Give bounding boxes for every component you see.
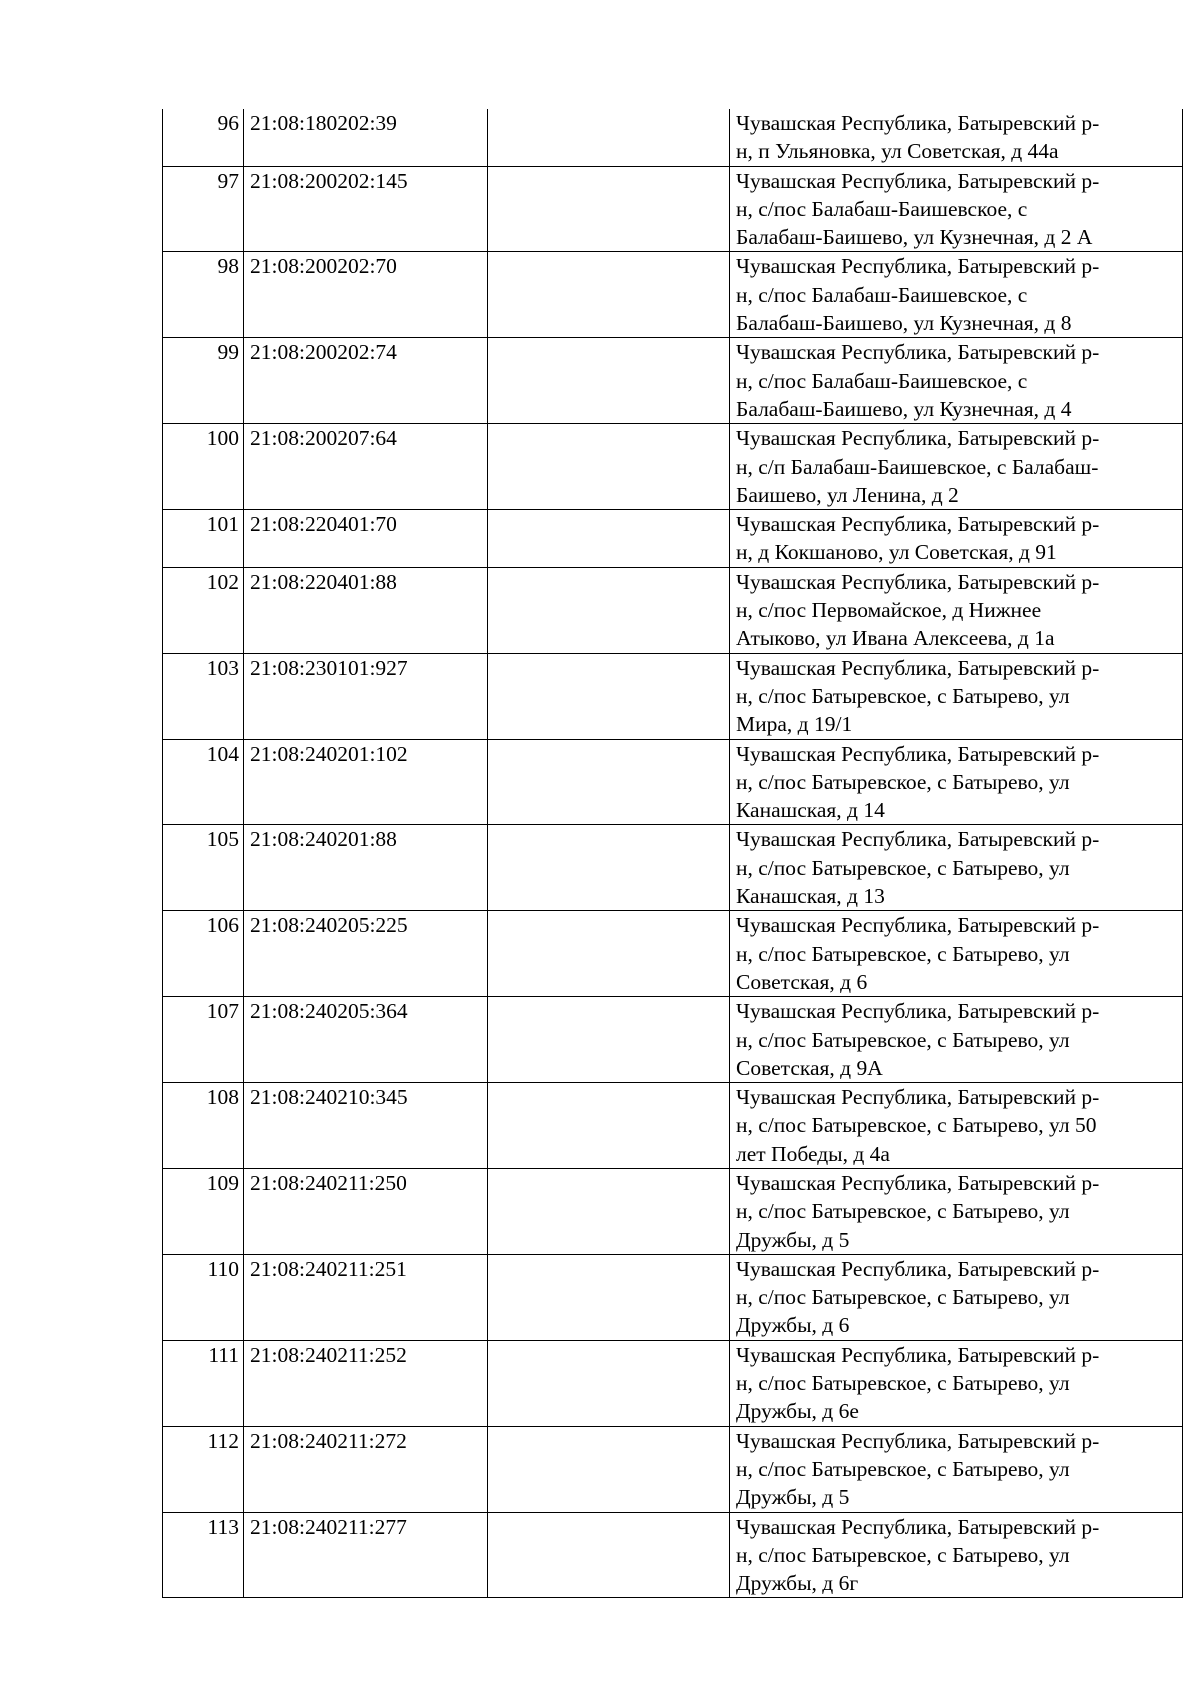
empty-cell (488, 653, 730, 739)
empty-cell (488, 166, 730, 252)
address-cell (730, 1083, 1183, 1169)
table-row (163, 1083, 1183, 1169)
cadastral-number-cell: 21:08:240211:277 (244, 1512, 488, 1598)
address-cell (730, 1340, 1183, 1426)
address-line: Дружбы, д 5 (736, 1227, 850, 1252)
address-line: Чувашская Республика, Батыревский р- (736, 254, 1100, 279)
address-line: Чувашская Республика, Батыревский р- (736, 1256, 1100, 1281)
row-number-cell: 98 (163, 252, 244, 338)
address-line: Чувашская Республика, Батыревский р- (736, 655, 1100, 680)
address-line: н, с/пос Первомайское, д Нижнее (736, 598, 1042, 623)
cadastral-number-cell: 21:08:240211:252 (244, 1340, 488, 1426)
address-line: Чувашская Республика, Батыревский р- (736, 999, 1100, 1024)
row-number-cell: 104 (163, 739, 244, 825)
cadastral-number-cell: 21:08:240205:225 (244, 911, 488, 997)
address-cell (730, 1168, 1183, 1254)
address-line: н, с/пос Батыревское, с Батырево, ул (736, 1542, 1070, 1567)
cadastral-number-cell: 21:08:240205:364 (244, 997, 488, 1083)
row-number-cell: 113 (163, 1512, 244, 1598)
row-number-cell: 107 (163, 997, 244, 1083)
table-row (163, 911, 1183, 997)
empty-cell (488, 109, 730, 166)
empty-cell (488, 1254, 730, 1340)
empty-cell (488, 338, 730, 424)
address-line: Чувашская Республика, Батыревский р- (736, 111, 1100, 135)
address-cell (730, 653, 1183, 739)
row-number-cell: 106 (163, 911, 244, 997)
address-line: Чувашская Республика, Батыревский р- (736, 340, 1100, 365)
address-line: Советская, д 9А (736, 1055, 883, 1080)
address-line: н, с/пос Батыревское, с Батырево, ул (736, 1199, 1070, 1224)
address-line: н, с/пос Батыревское, с Батырево, ул (736, 769, 1070, 794)
row-number-cell: 108 (163, 1083, 244, 1169)
address-cell (730, 109, 1183, 166)
address-cell (730, 739, 1183, 825)
empty-cell (488, 739, 730, 825)
table-row (163, 997, 1183, 1083)
cadastral-number-cell: 21:08:200207:64 (244, 424, 488, 510)
table-row (163, 166, 1183, 252)
address-cell (730, 997, 1183, 1083)
row-number-cell: 103 (163, 653, 244, 739)
address-line: Канашская, д 14 (736, 798, 885, 823)
row-number-cell: 111 (163, 1340, 244, 1426)
row-number-cell: 112 (163, 1426, 244, 1512)
cadastral-number-cell: 21:08:180202:39 (244, 109, 488, 166)
row-number-cell: 105 (163, 825, 244, 911)
address-cell (730, 567, 1183, 653)
empty-cell (488, 1512, 730, 1598)
address-line: н, д Кокшаново, ул Советская, д 91 (736, 540, 1057, 565)
table-row (163, 567, 1183, 653)
address-line: Чувашская Республика, Батыревский р- (736, 168, 1100, 193)
address-line: Балабаш-Баишево, ул Кузнечная, д 4 (736, 396, 1072, 421)
address-line: н, с/пос Балабаш-Баишевское, с (736, 196, 1028, 221)
address-line: Чувашская Республика, Батыревский р- (736, 1085, 1100, 1110)
row-number-cell: 100 (163, 424, 244, 510)
row-number-cell: 97 (163, 166, 244, 252)
address-line: Атыково, ул Ивана Алексеева, д 1а (736, 626, 1055, 651)
address-cell (730, 338, 1183, 424)
address-cell (730, 1254, 1183, 1340)
address-line: н, п Ульяновка, ул Советская, д 44а (736, 139, 1059, 164)
address-line: н, с/пос Батыревское, с Батырево, ул (736, 1285, 1070, 1310)
row-number-cell: 101 (163, 510, 244, 568)
address-line: н, с/пос Батыревское, с Батырево, ул (736, 683, 1070, 708)
address-line: н, с/пос Батыревское, с Батырево, ул (736, 1371, 1070, 1396)
table-row (163, 252, 1183, 338)
cadastral-number-cell: 21:08:240201:88 (244, 825, 488, 911)
empty-cell (488, 252, 730, 338)
address-line: Советская, д 6 (736, 969, 868, 994)
cadastral-number-cell: 21:08:230101:927 (244, 653, 488, 739)
empty-cell (488, 997, 730, 1083)
address-line: н, с/пос Батыревское, с Батырево, ул (736, 855, 1070, 880)
address-line: н, с/пос Балабаш-Баишевское, с (736, 282, 1028, 307)
address-cell (730, 825, 1183, 911)
cadastral-number-cell: 21:08:200202:145 (244, 166, 488, 252)
address-cell (730, 911, 1183, 997)
address-line: лет Победы, д 4а (736, 1141, 890, 1166)
address-line: Чувашская Республика, Батыревский р- (736, 1170, 1100, 1195)
address-line: Балабаш-Баишево, ул Кузнечная, д 2 А (736, 225, 1093, 250)
cadastral-number-cell: 21:08:240211:272 (244, 1426, 488, 1512)
registry-table-body (163, 109, 1183, 1598)
table-row (163, 1426, 1183, 1512)
address-line: Балабаш-Баишево, ул Кузнечная, д 8 (736, 311, 1072, 336)
address-line: н, с/п Балабаш-Баишевское, с Балабаш- (736, 454, 1099, 479)
row-number-cell: 102 (163, 567, 244, 653)
empty-cell (488, 1340, 730, 1426)
address-line: Дружбы, д 6 (736, 1313, 850, 1338)
empty-cell (488, 567, 730, 653)
address-line: н, с/пос Батыревское, с Батырево, ул (736, 941, 1070, 966)
table-row (163, 510, 1183, 568)
address-line: Чувашская Республика, Батыревский р- (736, 1514, 1100, 1539)
address-line: Чувашская Республика, Батыревский р- (736, 913, 1100, 938)
cadastral-number-cell: 21:08:220401:70 (244, 510, 488, 568)
row-number-cell: 99 (163, 338, 244, 424)
cadastral-number-cell: 21:08:240210:345 (244, 1083, 488, 1169)
address-cell (730, 424, 1183, 510)
address-line: Дружбы, д 6г (736, 1571, 859, 1596)
empty-cell (488, 510, 730, 568)
address-line: Дружбы, д 5 (736, 1485, 850, 1510)
cadastral-number-cell: 21:08:240211:250 (244, 1168, 488, 1254)
table-row (163, 424, 1183, 510)
table-row (163, 825, 1183, 911)
property-registry-table (162, 109, 1183, 1598)
table-row (163, 1340, 1183, 1426)
address-line: н, с/пос Батыревское, с Батырево, ул (736, 1456, 1070, 1481)
address-line: н, с/пос Балабаш-Баишевское, с (736, 368, 1028, 393)
address-line: Чувашская Республика, Батыревский р- (736, 1428, 1100, 1453)
table-row (163, 1254, 1183, 1340)
table-row (163, 338, 1183, 424)
empty-cell (488, 1426, 730, 1512)
row-number-cell: 110 (163, 1254, 244, 1340)
address-cell (730, 1512, 1183, 1598)
address-cell (730, 510, 1183, 568)
table-row (163, 1512, 1183, 1598)
address-line: Чувашская Республика, Батыревский р- (736, 512, 1100, 537)
empty-cell (488, 1083, 730, 1169)
address-cell (730, 252, 1183, 338)
table-row (163, 653, 1183, 739)
address-line: Канашская, д 13 (736, 884, 885, 909)
address-line: Чувашская Республика, Батыревский р- (736, 741, 1100, 766)
address-line: н, с/пос Батыревское, с Батырево, ул 50 (736, 1113, 1097, 1138)
address-line: Чувашская Республика, Батыревский р- (736, 426, 1100, 451)
table-row (163, 1168, 1183, 1254)
cadastral-number-cell: 21:08:200202:74 (244, 338, 488, 424)
address-cell (730, 166, 1183, 252)
address-line: Дружбы, д 6е (736, 1399, 859, 1424)
address-line: н, с/пос Батыревское, с Батырево, ул (736, 1027, 1070, 1052)
table-row (163, 739, 1183, 825)
cadastral-number-cell: 21:08:200202:70 (244, 252, 488, 338)
empty-cell (488, 1168, 730, 1254)
address-line: Чувашская Республика, Батыревский р- (736, 827, 1100, 852)
table-row (163, 109, 1183, 166)
row-number-cell: 109 (163, 1168, 244, 1254)
address-cell (730, 1426, 1183, 1512)
empty-cell (488, 424, 730, 510)
row-number-cell: 96 (163, 109, 244, 166)
address-line: Мира, д 19/1 (736, 712, 853, 737)
empty-cell (488, 911, 730, 997)
cadastral-number-cell: 21:08:240201:102 (244, 739, 488, 825)
cadastral-number-cell: 21:08:220401:88 (244, 567, 488, 653)
cadastral-number-cell: 21:08:240211:251 (244, 1254, 488, 1340)
address-line: Чувашская Республика, Батыревский р- (736, 1342, 1100, 1367)
address-line: Чувашская Республика, Батыревский р- (736, 569, 1100, 594)
empty-cell (488, 825, 730, 911)
address-line: Баишево, ул Ленина, д 2 (736, 482, 959, 507)
